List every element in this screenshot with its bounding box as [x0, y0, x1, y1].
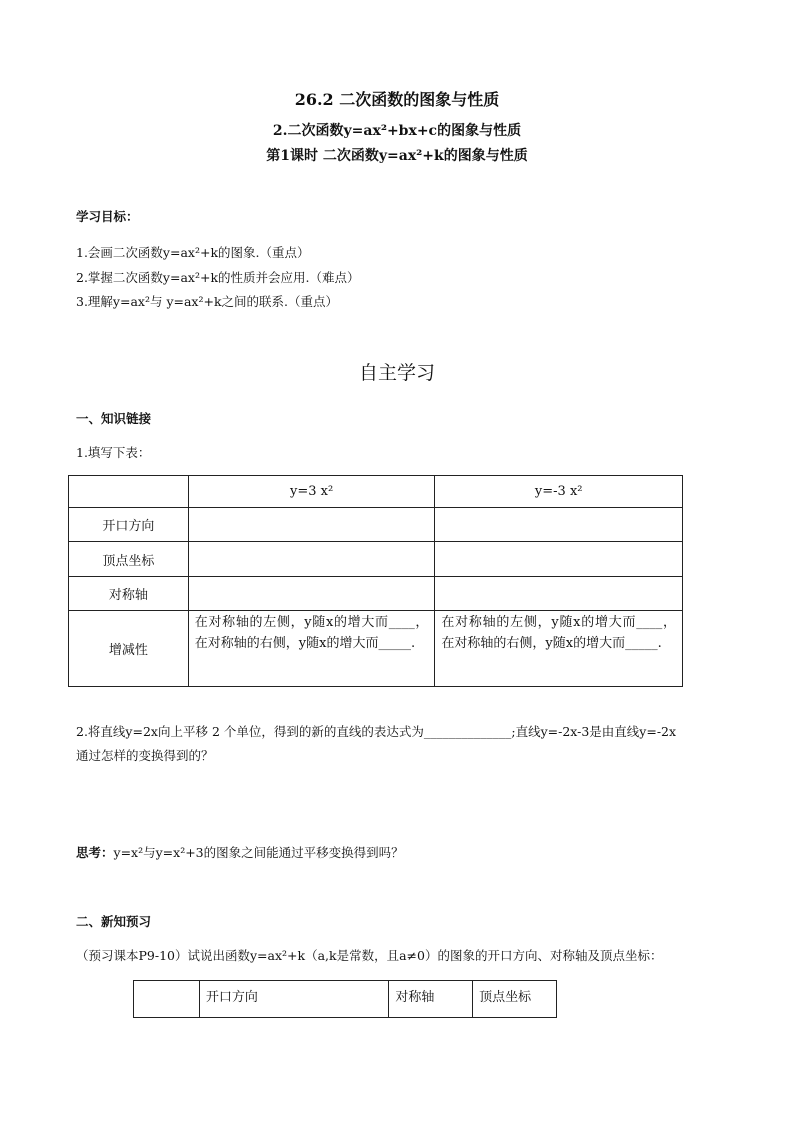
question-2-line-2: 通过怎样的变换得到的？ [76, 748, 214, 763]
question-2-line-1: 2.将直线y=2x向上平移 2 个单位，得到的新的直线的表达式为______________;直线y=-2x-3是由直线y=-2x [76, 724, 677, 739]
preview-header-vertex: 顶点坐标 [473, 981, 557, 1018]
monotonicity-text-2: 在对称轴的左侧，y随x的增大而____，在对称轴的右侧，y随x的增大而_____. [435, 611, 683, 687]
table-corner-cell [69, 476, 189, 508]
section-title: 自主学习 [358, 362, 435, 384]
table-header-function-2: y=-3 x² [435, 476, 683, 508]
answer-cell[interactable] [435, 508, 683, 542]
think-text: y=x²与y=x²+3的图象之间能通过平移变换得到吗？ [113, 845, 404, 860]
table-header-function-1: y=3 x² [188, 476, 435, 508]
answer-cell[interactable] [435, 542, 683, 577]
objective-item-3: 3.理解y=ax²与 y=ax²+k之间的联系.（重点） [76, 294, 339, 309]
answer-cell[interactable] [188, 542, 435, 577]
answer-cell[interactable] [188, 508, 435, 542]
page-subtitle-lesson: 2.二次函数y=ax²+bx+c的图象与性质 [272, 123, 522, 139]
think-question [76, 843, 404, 861]
objective-item-2: 2.掌握二次函数y=ax²+k的性质并会应用.（难点） [76, 270, 360, 285]
row-label-monotonicity: 增减性 [69, 611, 189, 687]
preview-header-opening: 开口方向 [199, 981, 389, 1018]
answer-cell[interactable] [188, 577, 435, 611]
monotonicity-text-1: 在对称轴的左侧，y随x的增大而____，在对称轴的右侧，y随x的增大而_____. [188, 611, 435, 687]
objective-item-1: 1.会画二次函数y=ax²+k的图象.（重点） [76, 245, 310, 260]
preview-intro: （预习课本P9-10）试说出函数y=ax²+k（a,k是常数，且a≠0）的图象的开口方向、对称轴及顶点坐标： [76, 948, 663, 963]
part1-heading: 一、知识链接 [76, 411, 152, 426]
page-subtitle-period: 第1课时 二次函数y=ax²+k的图象与性质 [266, 148, 528, 164]
question-1: 1.填写下表： [76, 445, 151, 460]
part2-heading: 二、新知预习 [76, 914, 152, 929]
think-label: 思考： [76, 845, 114, 860]
row-label-opening-direction: 开口方向 [69, 508, 189, 542]
preview-table [133, 980, 557, 1018]
properties-table [68, 475, 683, 687]
answer-cell[interactable] [435, 577, 683, 611]
page-title: 26.2 二次函数的图象与性质 [294, 90, 500, 109]
objectives-heading: 学习目标： [76, 209, 139, 224]
row-label-vertex: 顶点坐标 [69, 542, 189, 577]
preview-header-axis: 对称轴 [389, 981, 473, 1018]
preview-table-corner [134, 981, 200, 1018]
row-label-axis: 对称轴 [69, 577, 189, 611]
